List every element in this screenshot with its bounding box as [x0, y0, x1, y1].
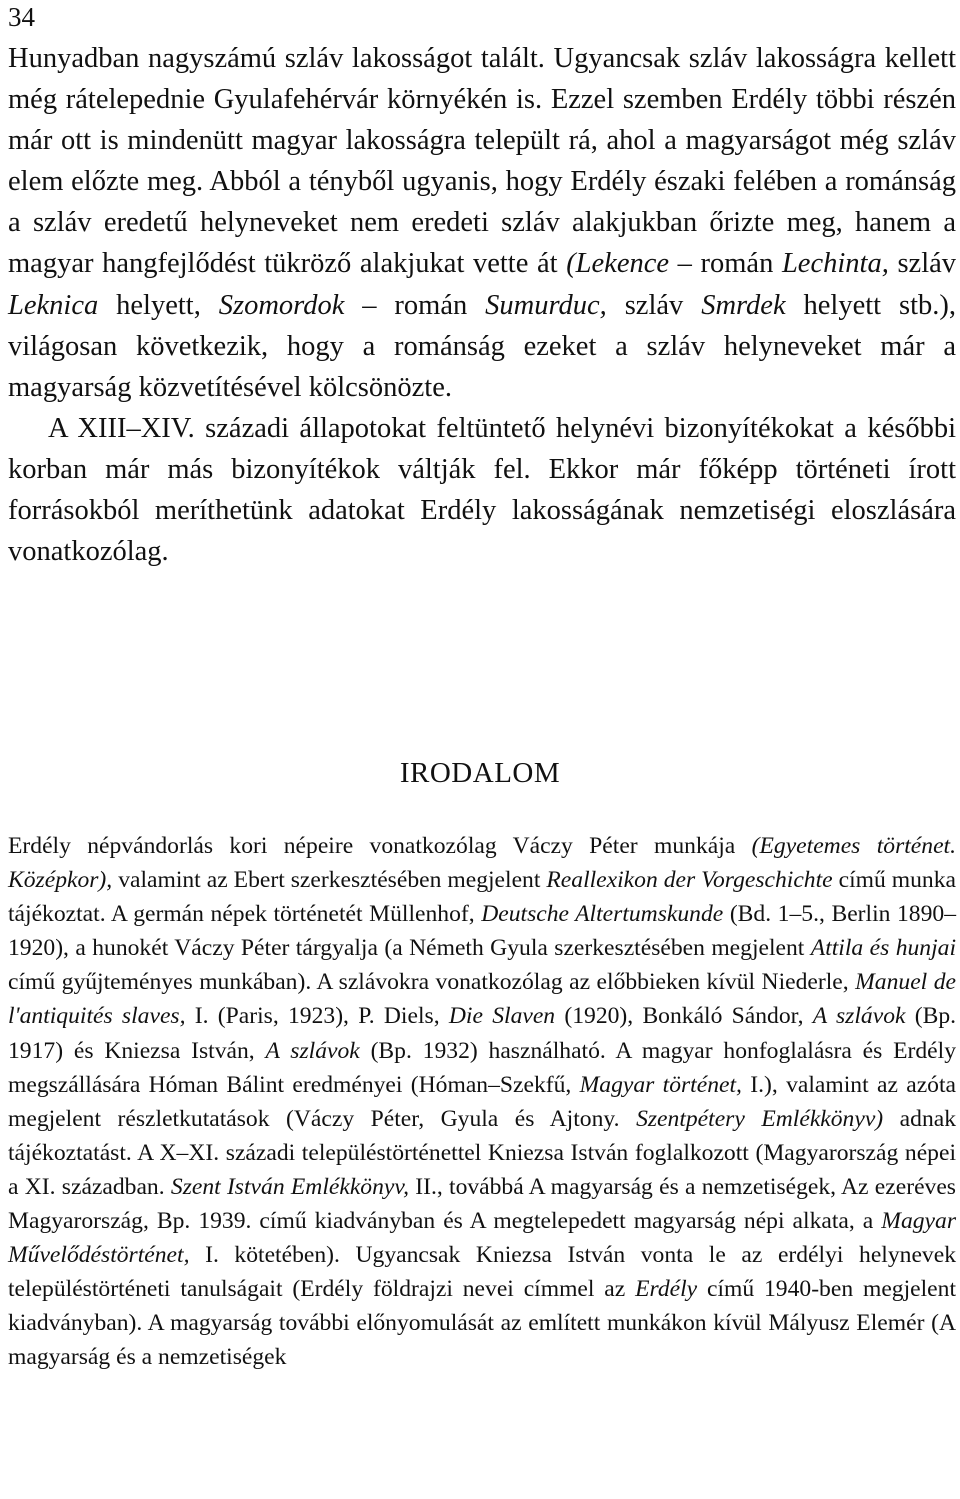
italic-title: Deutsche Altertumskunde: [481, 901, 724, 928]
text-run: Erdély népvándorlás kori népeire vonatkozólag Váczy Péter munkája: [8, 833, 752, 859]
italic-title: A szlávok: [265, 1037, 360, 1064]
text-run: I.), valamint az azóta megjelent részletkutatások (Váczy Péter, Gyula és Ajtony.: [8, 1071, 957, 1132]
italic-title: Szentpétery Emlékkönyv): [636, 1105, 884, 1132]
text-run: – román: [669, 248, 782, 280]
italic-title: Die Slaven: [448, 1003, 556, 1030]
text-run: (Bp. 1932) használható. A magyar honfoglalásra és Erdély megszállására Hóman Bálint eredményei (Hóman–Szekfű,: [8, 1037, 957, 1098]
text-run: valamint az Ebert szerkesztésében megjelent: [112, 867, 547, 894]
italic-title: Attila és hunjai: [810, 935, 956, 962]
italic-title: Szent István Emlékkönyv,: [170, 1173, 409, 1200]
text-run: című 1940-ben megjelent kiadványban). A magyarság további előnyomulását az említett munkákon kívül Mályusz Elemér (A magyarság és a nemzetiségek: [8, 1276, 956, 1371]
text-run: szláv: [606, 289, 702, 321]
text-run: (Bd. 1–5., Berlin 1890–1920), a hunokét Váczy Péter tárgyalja (a Németh Gyula szerkesztésében megjelent: [8, 901, 956, 962]
text-run: szláv: [888, 248, 957, 280]
italic-place-name: (Lekence: [566, 248, 670, 280]
italic-place-name: Smrdek: [701, 289, 786, 321]
italic-title: (Egyetemes történet. Középkor),: [8, 833, 956, 894]
bibliography-text: [8, 829, 956, 1375]
bibliography-paragraph: [8, 829, 956, 1375]
text-run: (1920), Bonkáló Sándor,: [555, 1003, 813, 1030]
text-run: II., továbbá A magyarság és a nemzetiségek, Az ezeréves Magyarország, Bp. 1939. című kiadványban és A megtelepedett magyarság népi alkata, a: [8, 1173, 956, 1235]
text-run: helyett stb.), világosan következik, hogy a románság ezeket a szláv helyneveket már a magyarság közvetítésével kölcsönözte.: [8, 289, 956, 403]
page-number: 34: [8, 2, 35, 32]
italic-place-name: Szomordok: [218, 289, 345, 321]
italic-title: Erdély: [635, 1276, 698, 1303]
text-run: helyett,: [98, 289, 219, 321]
italic-title: Reallexikon der Vorgeschichte: [546, 867, 833, 894]
paragraph-1: [8, 38, 956, 408]
italic-title: Magyar történet,: [579, 1071, 742, 1098]
italic-place-name: Leknica: [8, 289, 99, 321]
section-heading: IRODALOM: [399, 757, 561, 789]
italic-place-name: Lechinta,: [781, 248, 889, 280]
text-run: I. kötetében). Ugyancsak Kniezsa István vonta le az erdélyi helynevek településtörténeti tanulságait (Erdély földrajzi nevei címmel az: [8, 1242, 956, 1303]
text-run: Hunyadban nagyszámú szláv lakosságot talált. Ugyancsak szláv lakosságra kellett még rátelepednie Gyulafehérvár környékén is. Ezzel szemben Erdély többi részén már ott is mindenütt magyar lakosságra települt rá, ahol a magyarságot még szláv elem előzte meg. Abból a tényből ugyanis, hogy Erdély északi felében a románság a szláv eredetű helyneveket nem eredeti szláv alakjukban őrizte meg, hanem a magyar hangfejlődést tükröző alakjukat vette át: [8, 43, 956, 280]
italic-title: Magyar Művelődéstörténet,: [8, 1208, 956, 1269]
main-text: [8, 38, 956, 572]
text-run: I. (Paris, 1923), P. Diels,: [185, 1003, 449, 1030]
text-run: adnak tájékoztatást. A X–XI. századi településtörténettel Kniezsa István foglalkozott (Magyarország népei a XI. században.: [8, 1105, 957, 1200]
text-run: (Bp. 1917) és Kniezsa István,: [8, 1003, 957, 1064]
italic-place-name: Sumurduc,: [485, 289, 607, 321]
text-run: című munka tájékoztat. A germán népek történetét Müllenhof,: [8, 867, 956, 928]
paragraph-2: A XIII–XIV. századi állapotokat feltüntető helynévi bizonyítékokat a későbbi korban már más bizonyítékok váltják fel. Ekkor már főképp történeti írott forrásokból meríthetünk adatokat Erdély lakosságának nemzetiségi eloszlására vonatkozólag.: [8, 412, 956, 568]
text-run: című gyűjteményes munkában). A szlávokra vonatkozólag az előbbieken kívül Niederle,: [8, 969, 856, 996]
italic-title: Manuel de l'antiquités slaves,: [8, 969, 956, 1030]
text-run: – román: [344, 289, 486, 321]
italic-title: A szlávok: [812, 1003, 906, 1030]
